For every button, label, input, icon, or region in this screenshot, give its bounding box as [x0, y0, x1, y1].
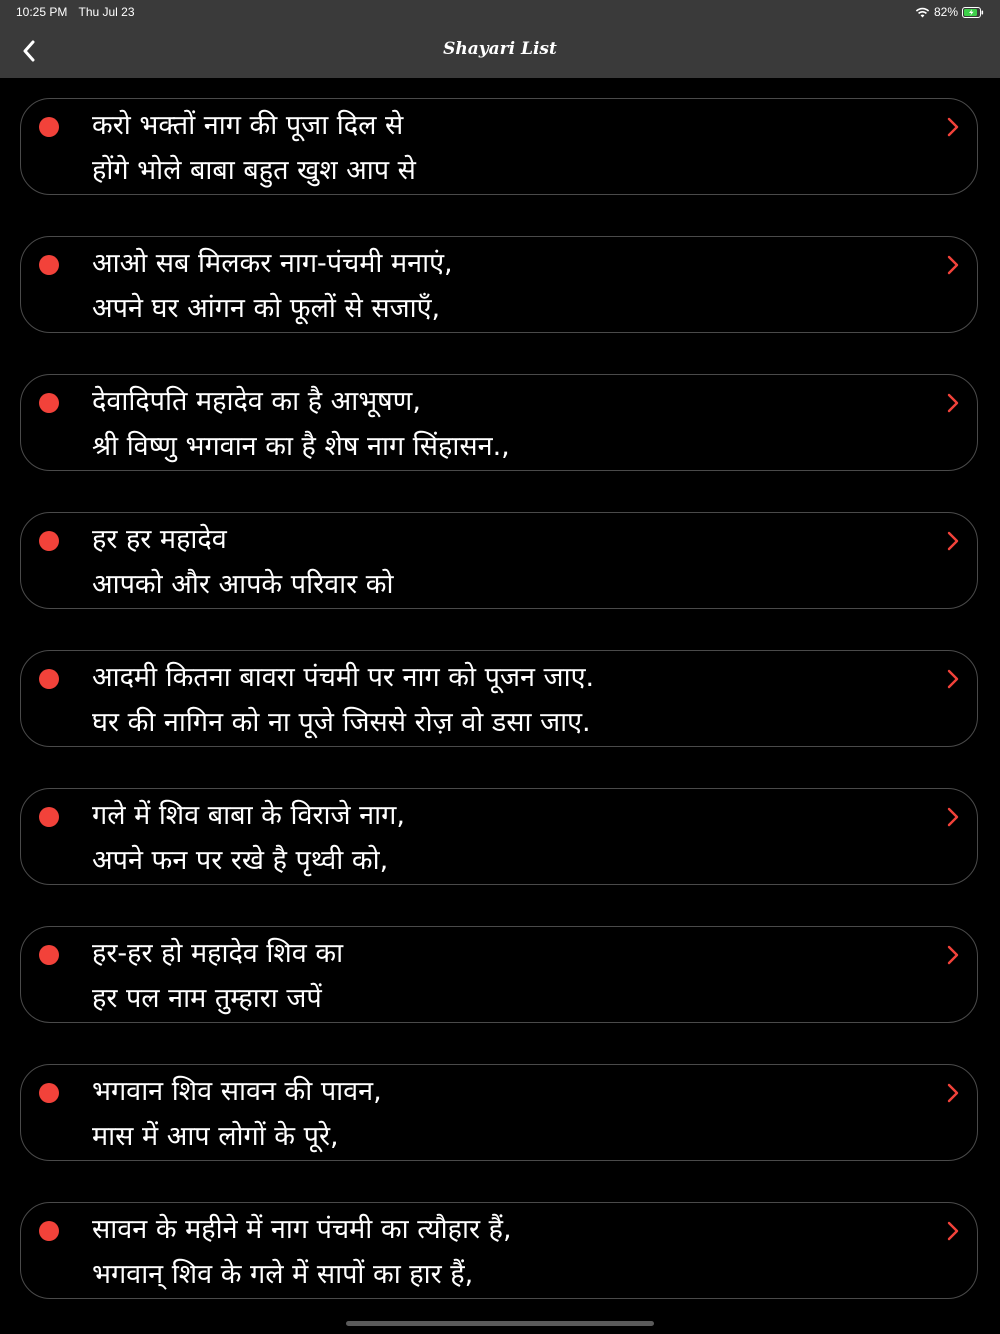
home-indicator [346, 1321, 654, 1326]
status-time: 10:25 PM [16, 5, 68, 19]
bullet-dot-icon [39, 393, 59, 413]
shayari-line-2: अपने घर आंगन को फूलों से सजाएँ, [92, 293, 441, 324]
shayari-line-2: आपको और आपके परिवार को [92, 569, 394, 600]
status-left [16, 5, 143, 19]
bullet-dot-icon [39, 807, 59, 827]
shayari-line-1: गले में शिव बाबा के विराजे नाग, [92, 800, 405, 831]
shayari-line-1: भगवान शिव सावन की पावन, [92, 1076, 382, 1107]
page-title: Shayari List [443, 39, 557, 59]
shayari-line-1: देवादिपति महादेव का है आभूषण, [92, 386, 421, 417]
shayari-line-1: हर हर महादेव [92, 524, 227, 555]
bullet-dot-icon [39, 531, 59, 551]
navigation-bar [0, 24, 1000, 78]
shayari-line-1: आदमी कितना बावरा पंचमी पर नाग को पूजन जाए. [92, 662, 595, 693]
chevron-right-icon [945, 806, 961, 828]
bullet-dot-icon [39, 1083, 59, 1103]
shayari-line-2: होंगे भोले बाबा बहुत खुश आप से [92, 155, 416, 186]
list-item[interactable] [20, 1202, 978, 1299]
shayari-line-1: आओ सब मिलकर नाग-पंचमी मनाएं, [92, 248, 453, 279]
list-item[interactable] [20, 926, 978, 1023]
shayari-line-1: सावन के महीने में नाग पंचमी का त्यौहार हैं, [92, 1214, 512, 1245]
status-date: Thu Jul 23 [78, 5, 135, 19]
battery-percent: 82% [933, 5, 958, 19]
chevron-right-icon [945, 116, 961, 138]
shayari-line-1: करो भक्तों नाग की पूजा दिल से [92, 110, 404, 141]
wifi-icon [915, 7, 930, 18]
shayari-line-2: मास में आप लोगों के पूरे, [92, 1121, 339, 1152]
list-item[interactable] [20, 788, 978, 885]
chevron-right-icon [945, 530, 961, 552]
status-right [915, 5, 984, 19]
chevron-right-icon [945, 392, 961, 414]
battery-charging-icon [962, 7, 984, 18]
shayari-line-2: श्री विष्णु भगवान का है शेष नाग सिंहासन., [92, 431, 510, 462]
bullet-dot-icon [39, 1221, 59, 1241]
list-item[interactable] [20, 374, 978, 471]
list-item[interactable] [20, 98, 978, 195]
list-item[interactable] [20, 236, 978, 333]
shayari-line-2: हर पल नाम तुम्हारा जपें [92, 983, 322, 1014]
chevron-right-icon [945, 1082, 961, 1104]
chevron-right-icon [945, 254, 961, 276]
status-bar [0, 0, 1000, 24]
chevron-right-icon [945, 668, 961, 690]
bullet-dot-icon [39, 117, 59, 137]
bullet-dot-icon [39, 255, 59, 275]
chevron-right-icon [945, 944, 961, 966]
shayari-line-2: भगवान् शिव के गले में सापों का हार हैं, [92, 1259, 474, 1290]
bullet-dot-icon [39, 669, 59, 689]
list-item[interactable] [20, 650, 978, 747]
chevron-right-icon [945, 1220, 961, 1242]
shayari-line-2: घर की नागिन को ना पूजे जिससे रोज़ वो डसा जाए. [92, 707, 591, 738]
shayari-line-1: हर-हर हो महादेव शिव का [92, 938, 344, 969]
list-item[interactable] [20, 512, 978, 609]
list-item[interactable] [20, 1064, 978, 1161]
bullet-dot-icon [39, 945, 59, 965]
shayari-line-2: अपने फन पर रखे है पृथ्वी को, [92, 845, 389, 876]
